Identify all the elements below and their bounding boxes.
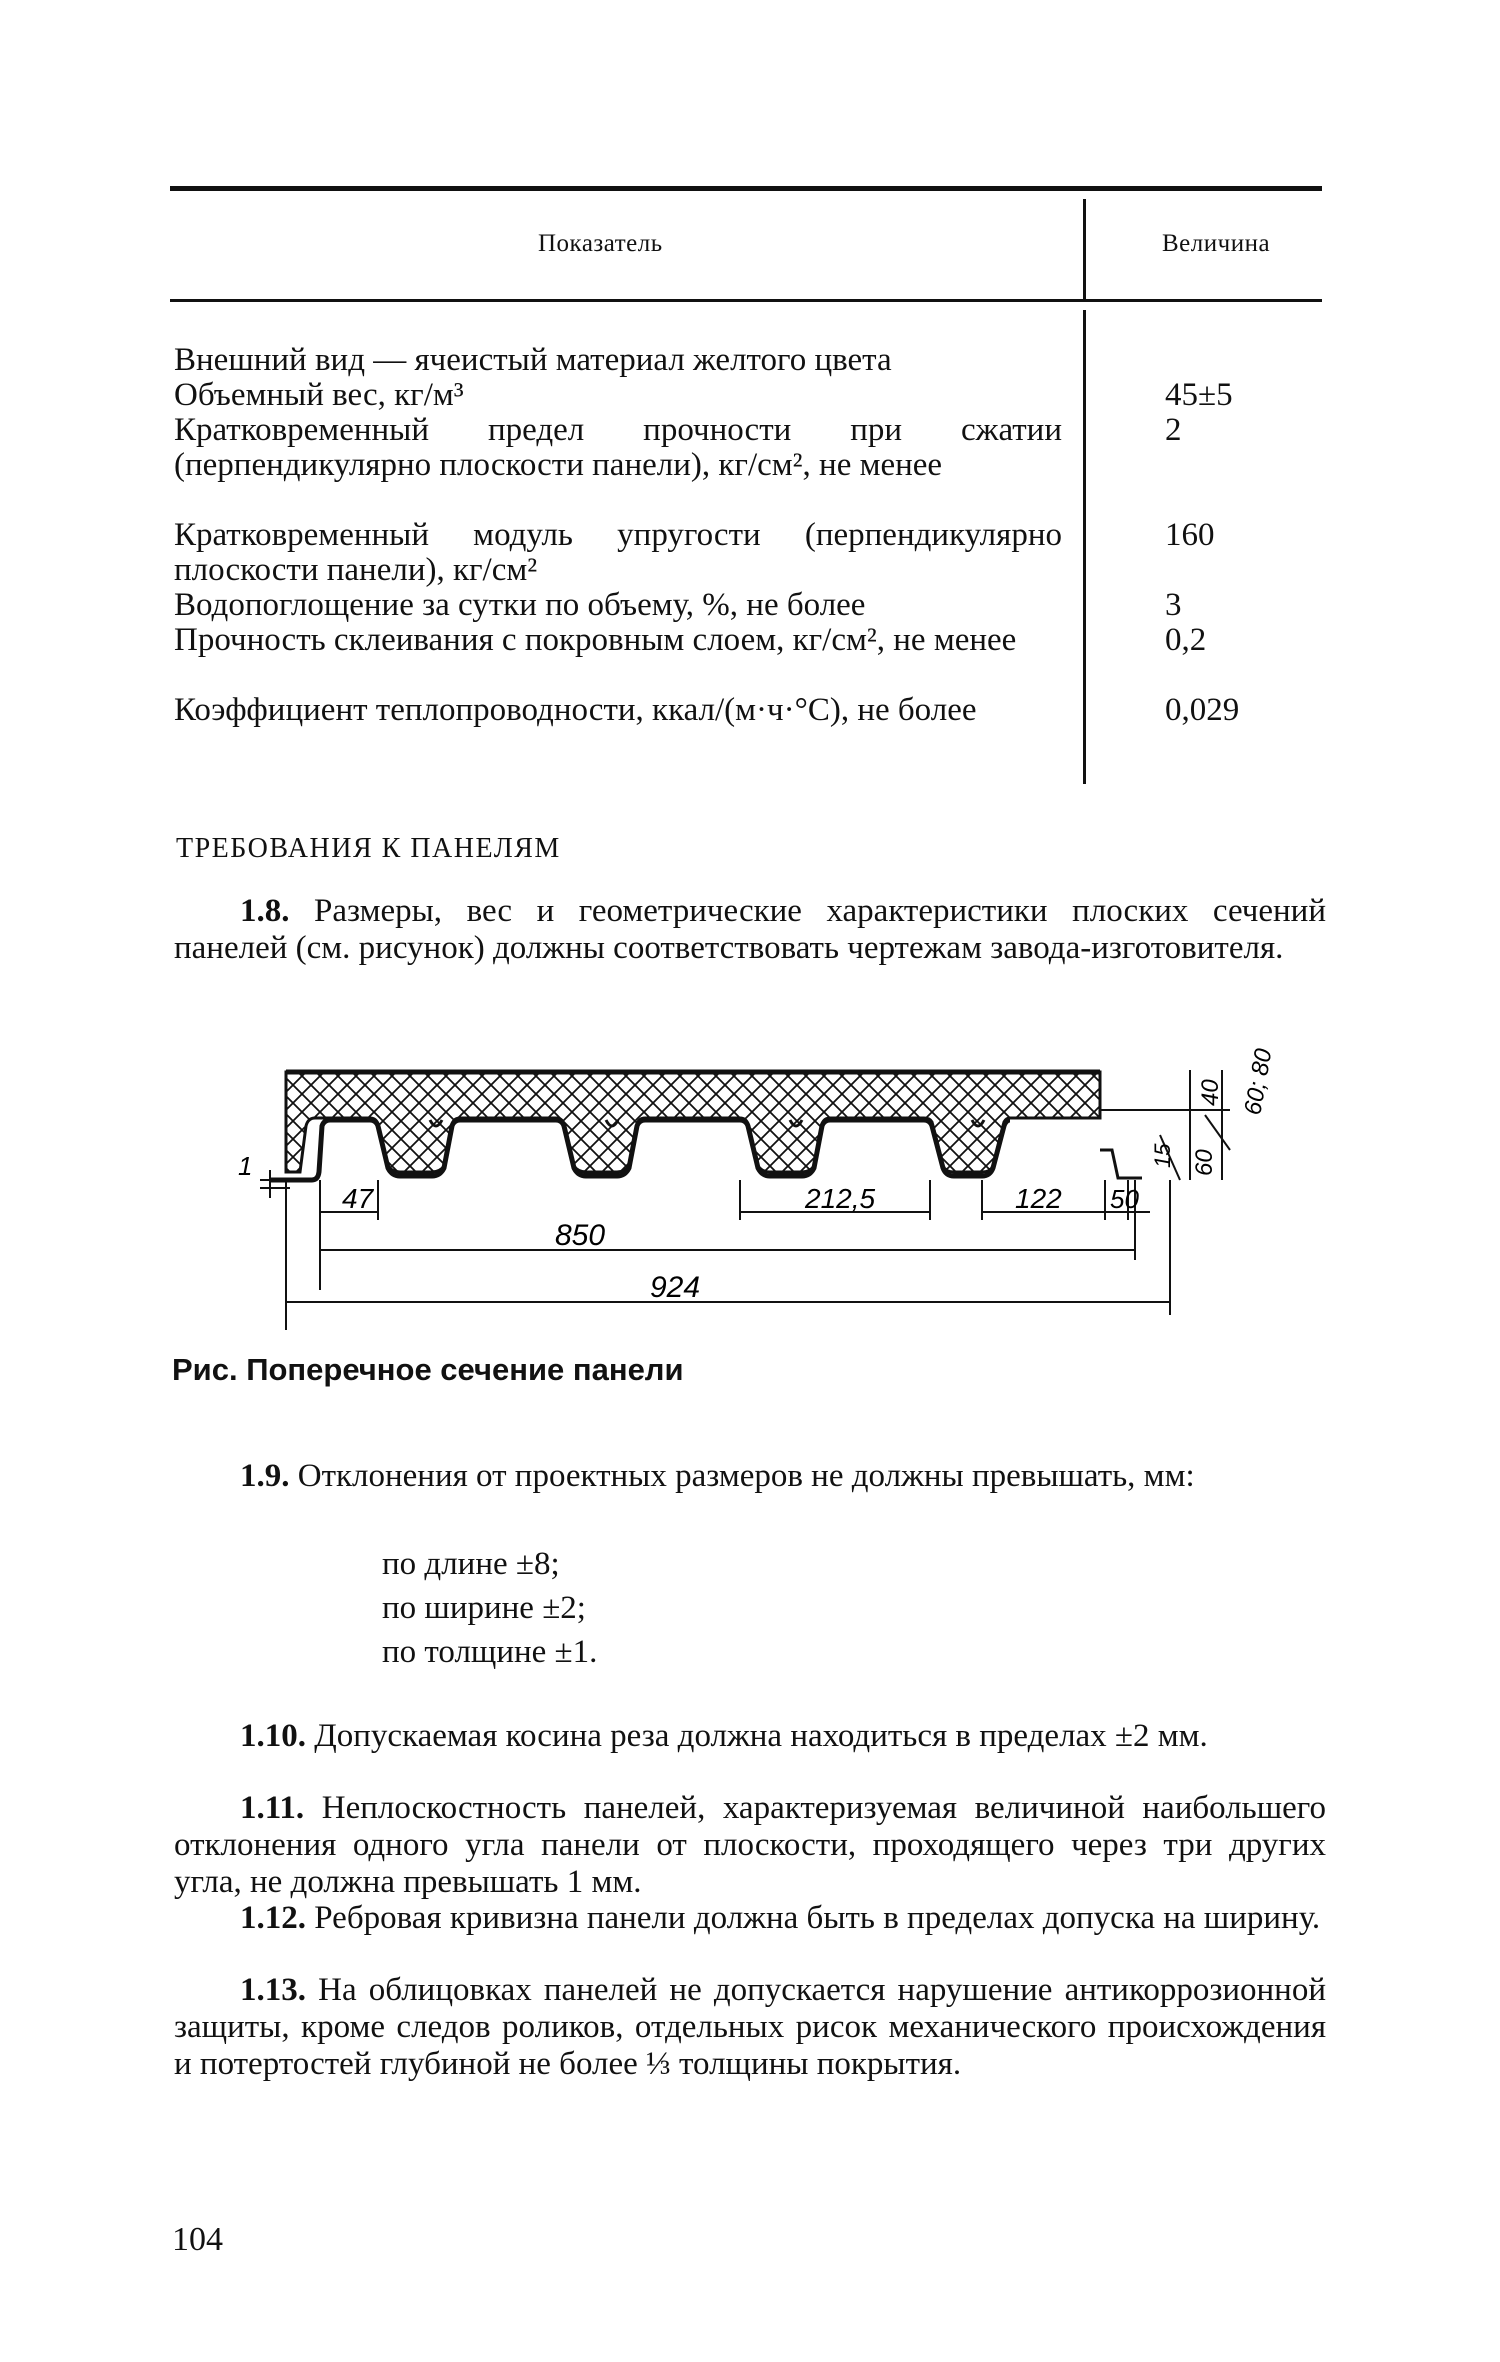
table-row-param: Коэффициент теплопроводности, ккал/(м·ч·°С), не более (174, 692, 977, 728)
dim-label: 924 (650, 1271, 701, 1304)
dim-label: 47 (342, 1183, 374, 1214)
table-row-value: 0,2 (1165, 622, 1207, 658)
paragraph-1-9 (174, 1458, 1326, 1495)
edge-lip (1100, 1072, 1142, 1178)
paragraph-text: Ребровая кривизна панели должна быть в пределах допуска на ширину. (314, 1900, 1321, 1936)
table-row-param: Внешний вид — ячеистый материал желтого цвета (174, 342, 892, 378)
table-row-value: 3 (1165, 587, 1182, 623)
section-heading: ТРЕБОВАНИЯ К ПАНЕЛЯМ (176, 833, 561, 864)
table-header-rule (170, 299, 1322, 302)
table-row-value: 45±5 (1165, 377, 1233, 413)
paragraph-1-11 (174, 1790, 1326, 1901)
paragraph-text: Размеры, вес и геометрические характеристики плоских сечений панелей (см. рисунок) должны соответствовать чертежам завода-изготовителя. (174, 893, 1327, 966)
page-number: 104 (172, 2221, 223, 2258)
dim-label: 40 (1197, 1079, 1224, 1106)
dim-label: 850 (555, 1219, 606, 1252)
paragraph-number: 1.12. (240, 1900, 306, 1936)
paragraph-text: На облицовках панелей не допускается нарушение антикоррозионной защиты, кроме следов роликов, отдельных рисок механического происхождения и потертостей глубиной не более ⅓ толщины покрытия. (174, 1972, 1327, 2082)
table-row-param: Кратковременный модуль упругости (перпендикулярно плоскости панели), кг/см² (174, 517, 1062, 588)
dim-label: 122 (1015, 1183, 1062, 1214)
panel-cross-section-figure (230, 1040, 1278, 1340)
paragraph-number: 1.11. (240, 1790, 305, 1826)
table-row-param: Объемный вес, кг/м³ (174, 377, 464, 413)
deviation-item: по толщине ±1. (382, 1634, 598, 1670)
paragraph-1-10 (174, 1718, 1326, 1755)
table-row-value: 160 (1165, 517, 1215, 553)
figure-caption: Рис. Поперечное сечение панели (172, 1352, 684, 1387)
dim-label: 60 (1191, 1149, 1218, 1176)
dim-label: 212,5 (805, 1183, 876, 1214)
paragraph-1-12 (174, 1900, 1326, 1937)
table-row-value: 2 (1165, 412, 1182, 448)
deviation-item: по длине ±8; (382, 1546, 560, 1582)
paragraph-number: 1.9. (240, 1458, 290, 1494)
table-row-param: Водопоглощение за сутки по объему, %, не более (174, 587, 866, 623)
paragraph-text: Допускаемая косина реза должна находиться в пределах ±2 мм. (314, 1718, 1208, 1754)
table-row-param: Кратковременный предел прочности при сжатии (перпендикулярно плоскости панели), кг/см², не менее (174, 412, 1062, 483)
deviation-item: по ширине ±2; (382, 1590, 586, 1626)
paragraph-number: 1.13. (240, 1972, 306, 2008)
paragraph-number: 1.10. (240, 1718, 306, 1754)
table-row-value: 0,029 (1165, 692, 1240, 728)
bottom-profiled-sheet (270, 1120, 1010, 1180)
table-body-divider (1083, 310, 1086, 784)
paragraph-text: Отклонения от проектных размеров не должны превышать, мм: (297, 1458, 1195, 1494)
dim-label: 1 (238, 1151, 253, 1181)
table-top-rule (170, 186, 1322, 191)
dim-label: 15 (1150, 1143, 1175, 1168)
paragraph-1-13 (174, 1972, 1326, 2083)
dim-label: 60; 80 (1239, 1046, 1278, 1118)
paragraph-text: Неплоскостность панелей, характеризуемая величиной наибольшего отклонения одного угла панели от плоскости, проходящего через три других угла, не должна превышать 1 мм. (174, 1790, 1327, 1900)
paragraph-1-8 (174, 893, 1326, 967)
table-header-value: Величина (1162, 230, 1271, 257)
dim-label: 50 (1110, 1184, 1139, 1214)
table-header-param: Показатель (538, 230, 663, 257)
table-row-param: Прочность склеивания с покровным слоем, кг/см², не менее (174, 622, 1017, 658)
table-header-divider (1083, 199, 1086, 299)
paragraph-number: 1.8. (240, 893, 290, 929)
